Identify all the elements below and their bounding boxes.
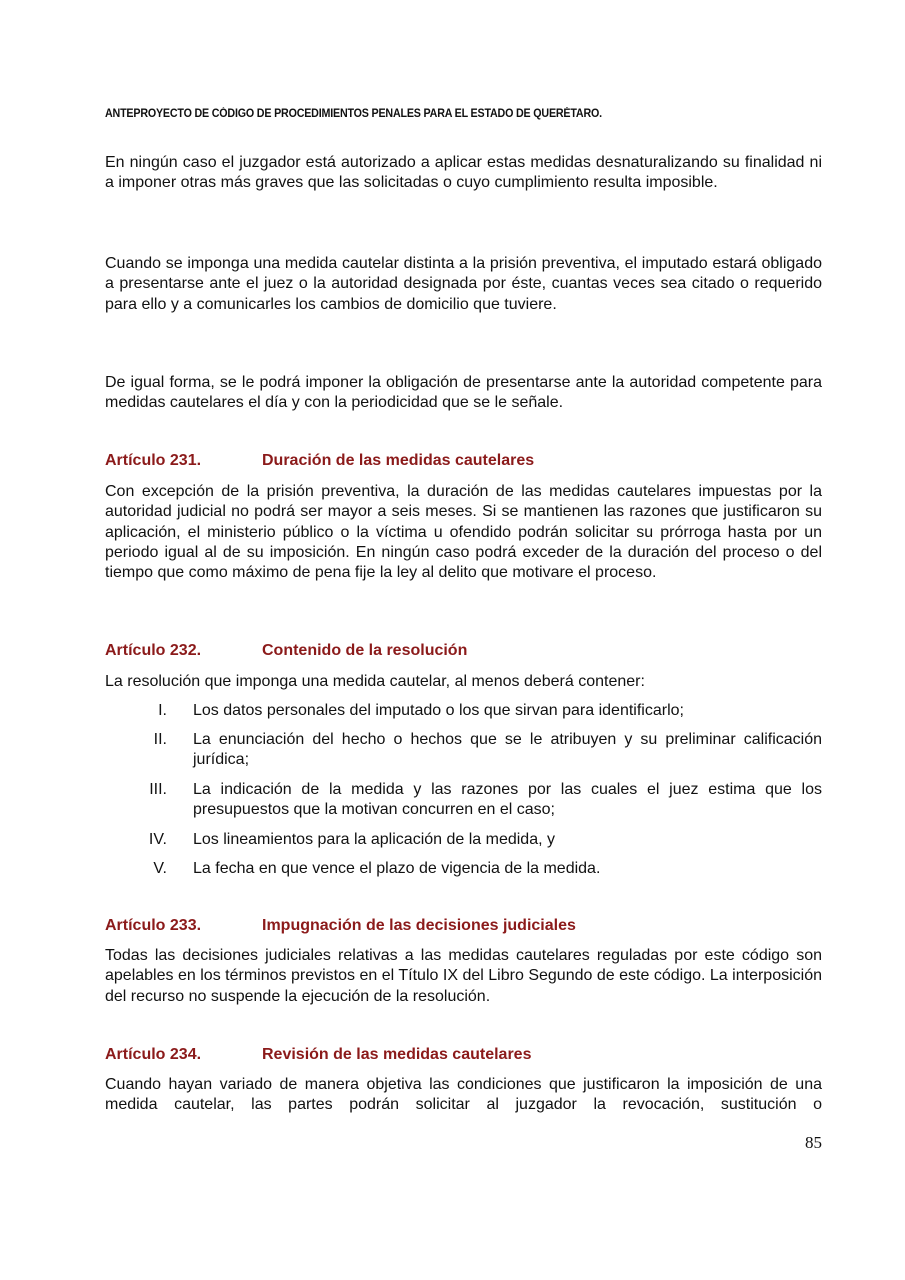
list-numeral: IV. [148, 831, 167, 848]
article-title: Duración de las medidas cautelares [262, 452, 535, 469]
article-number: Artículo 233. [105, 917, 202, 934]
list-text: La indicación de la medida y las razones por las cuales el juez estima que los presupuestos que la motivan concurren en el caso; [193, 781, 822, 819]
list-numeral: III. [149, 781, 167, 798]
article-231-body: Con excepción de la prisión preventiva, la duración de las medidas cautelares impuestas por la autoridad judicial no podrá ser mayor a seis meses. Si se mantienen las razones que justificaron su aplicación, el ministerio público o la víctima u ofendido podrán solicitar su prórroga hasta por un periodo igual al de su imposición. En ningún caso podrá exceder de la duración del proceso o del tiempo que como máximo de pena fije la ley al delito que motivare el proceso. [105, 483, 822, 582]
article-title: Revisión de las medidas cautelares [262, 1046, 532, 1063]
list-numeral: II. [153, 731, 167, 748]
article-number: Artículo 232. [105, 642, 202, 659]
page-number: 85 [805, 1133, 822, 1152]
article-title: Impugnación de las decisiones judiciales [262, 917, 576, 934]
list-text: Los lineamientos para la aplicación de la medida, y [193, 831, 555, 848]
article-number: Artículo 234. [105, 1046, 202, 1063]
document-header: ANTEPROYECTO DE CÓDIGO DE PROCEDIMIENTOS PENALES PARA EL ESTADO DE QUERÉTARO. [105, 108, 602, 120]
paragraph-1: En ningún caso el juzgador está autorizado a aplicar estas medidas desnaturalizando su finalidad ni a imponer otras más graves que las solicitadas o cuyo cumplimiento resulta imposible. [105, 154, 822, 192]
list-text: La enunciación del hecho o hechos que se le atribuyen y su preliminar calificación jurídica; [193, 731, 822, 769]
list-numeral: I. [158, 702, 167, 719]
article-232-body: La resolución que imponga una medida cautelar, al menos deberá contener: [105, 673, 645, 690]
article-234-body: Cuando hayan variado de manera objetiva las condiciones que justificaron la imposición de una medida cautelar, las partes podrán solicitar al juzgador la revocación, sustitución o [105, 1076, 822, 1114]
paragraph-3: De igual forma, se le podrá imponer la obligación de presentarse ante la autoridad competente para medidas cautelares el día y con la periodicidad que se le señale. [105, 374, 822, 412]
list-text: Los datos personales del imputado o los que sirvan para identificarlo; [193, 702, 684, 719]
article-number: Artículo 231. [105, 452, 202, 469]
article-233-body: Todas las decisiones judiciales relativas a las medidas cautelares reguladas por este código son apelables en los términos previstos en el Título IX del Libro Segundo de este código. La interposición del recurso no suspende la ejecución de la resolución. [105, 947, 822, 1005]
list-text: La fecha en que vence el plazo de vigencia de la medida. [193, 860, 601, 877]
article-title: Contenido de la resolución [262, 642, 468, 659]
list-numeral: V. [153, 860, 167, 877]
paragraph-2: Cuando se imponga una medida cautelar distinta a la prisión preventiva, el imputado estará obligado a presentarse ante el juez o la autoridad designada por éste, cuantas veces sea citado o requerido para ello y a comunicarles los cambios de domicilio que tuviere. [105, 255, 822, 313]
